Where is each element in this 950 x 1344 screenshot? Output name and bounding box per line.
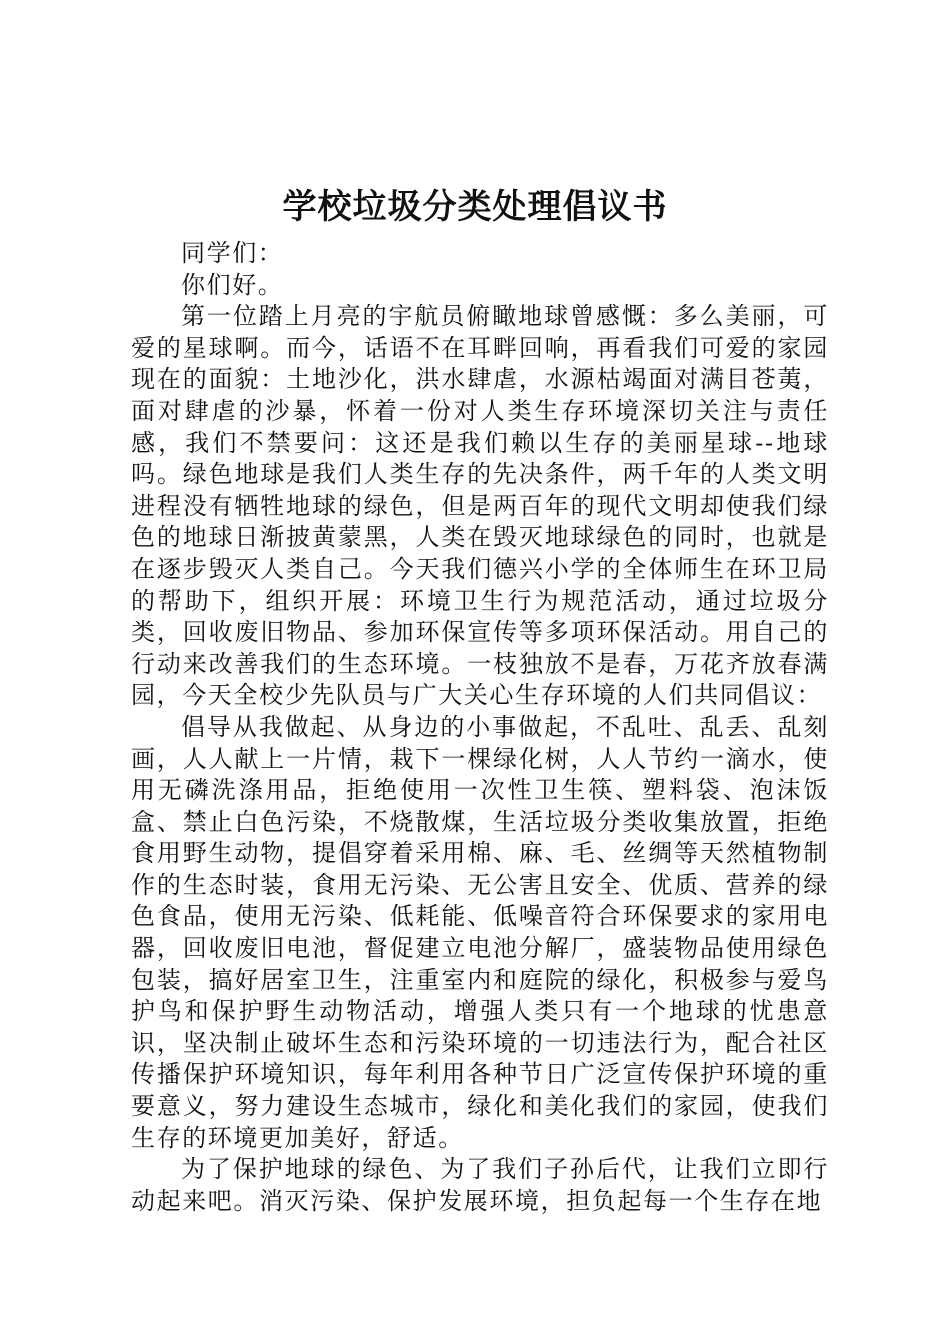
paragraph-1: 第一位踏上月亮的宇航员俯瞰地球曾感慨：多么美丽，可爱的星球啊。而今，话语不在耳畔回响，再看我们可爱的家园现在的面貌：土地沙化，洪水肆虐，水源枯竭面对满目苍荑，面对肆虐的沙暴，怀着一份对人类生存环境深切关注与责任感，我们不禁要问：这还是我们赖以生存的美丽星球--地球吗。绿色地球是我们人类生存的先决条件，两千年的人类文明进程没有牺牲地球的绿色，但是两百年的现代文明却使我们绿色的地球日渐披黄蒙黑，人类在毁灭地球绿色的同时，也就是在逐步毁灭人类自己。今天我们德兴小学的全体师生在环卫局的帮助下，组织开展：环境卫生行为规范活动，通过垃圾分类，回收废旧物品、参加环保宣传等多项环保活动。用自己的行动来改善我们的生态环境。一枝独放不是春，万花齐放春满园，今天全校少先队员与广大关心生存环境的人们共同倡议：: [131, 302, 829, 710]
greeting-line: 同学们：: [181, 239, 284, 267]
document-body: [131, 238, 829, 1217]
document-title: 学校垃圾分类处理倡议书: [282, 187, 668, 227]
paragraph-2: 倡导从我做起、从身边的小事做起，不乱吐、乱丢、乱刻画，人人献上一片情，栽下一棵绿化树，人人节约一滴水，使用无磷洗涤用品，拒绝使用一次性卫生筷、塑料袋、泡沫饭盒、禁止白色污染，不烧散煤，生活垃圾分类收集放置，拒绝食用野生动物，提倡穿着采用棉、麻、毛、丝绸等天然植物制作的生态时装，食用无污染、无公害且安全、优质、营养的绿色食品，使用无污染、低耗能、低噪音符合环保要求的家用电器，回收废旧电池，督促建立电池分解厂，盛装物品使用绿色包装，搞好居室卫生，注重室内和庭院的绿化，积极参与爱鸟护鸟和保护野生动物活动，增强人类只有一个地球的忧患意识，坚决制止破坏生态和污染环境的一切违法行为，配合社区传播保护环境知识，每年利用各种节日广泛宣传保护环境的重要意义，努力建设生态城市，绿化和美化我们的家园，使我们生存的环境更加美好，舒适。: [131, 712, 829, 1152]
paragraph-3: 为了保护地球的绿色、为了我们子孙后代，让我们立即行动起来吧。消灭污染、保护发展环境，担负起每一个生存在地: [131, 1155, 829, 1215]
salutation-line: 你们好。: [181, 270, 284, 299]
